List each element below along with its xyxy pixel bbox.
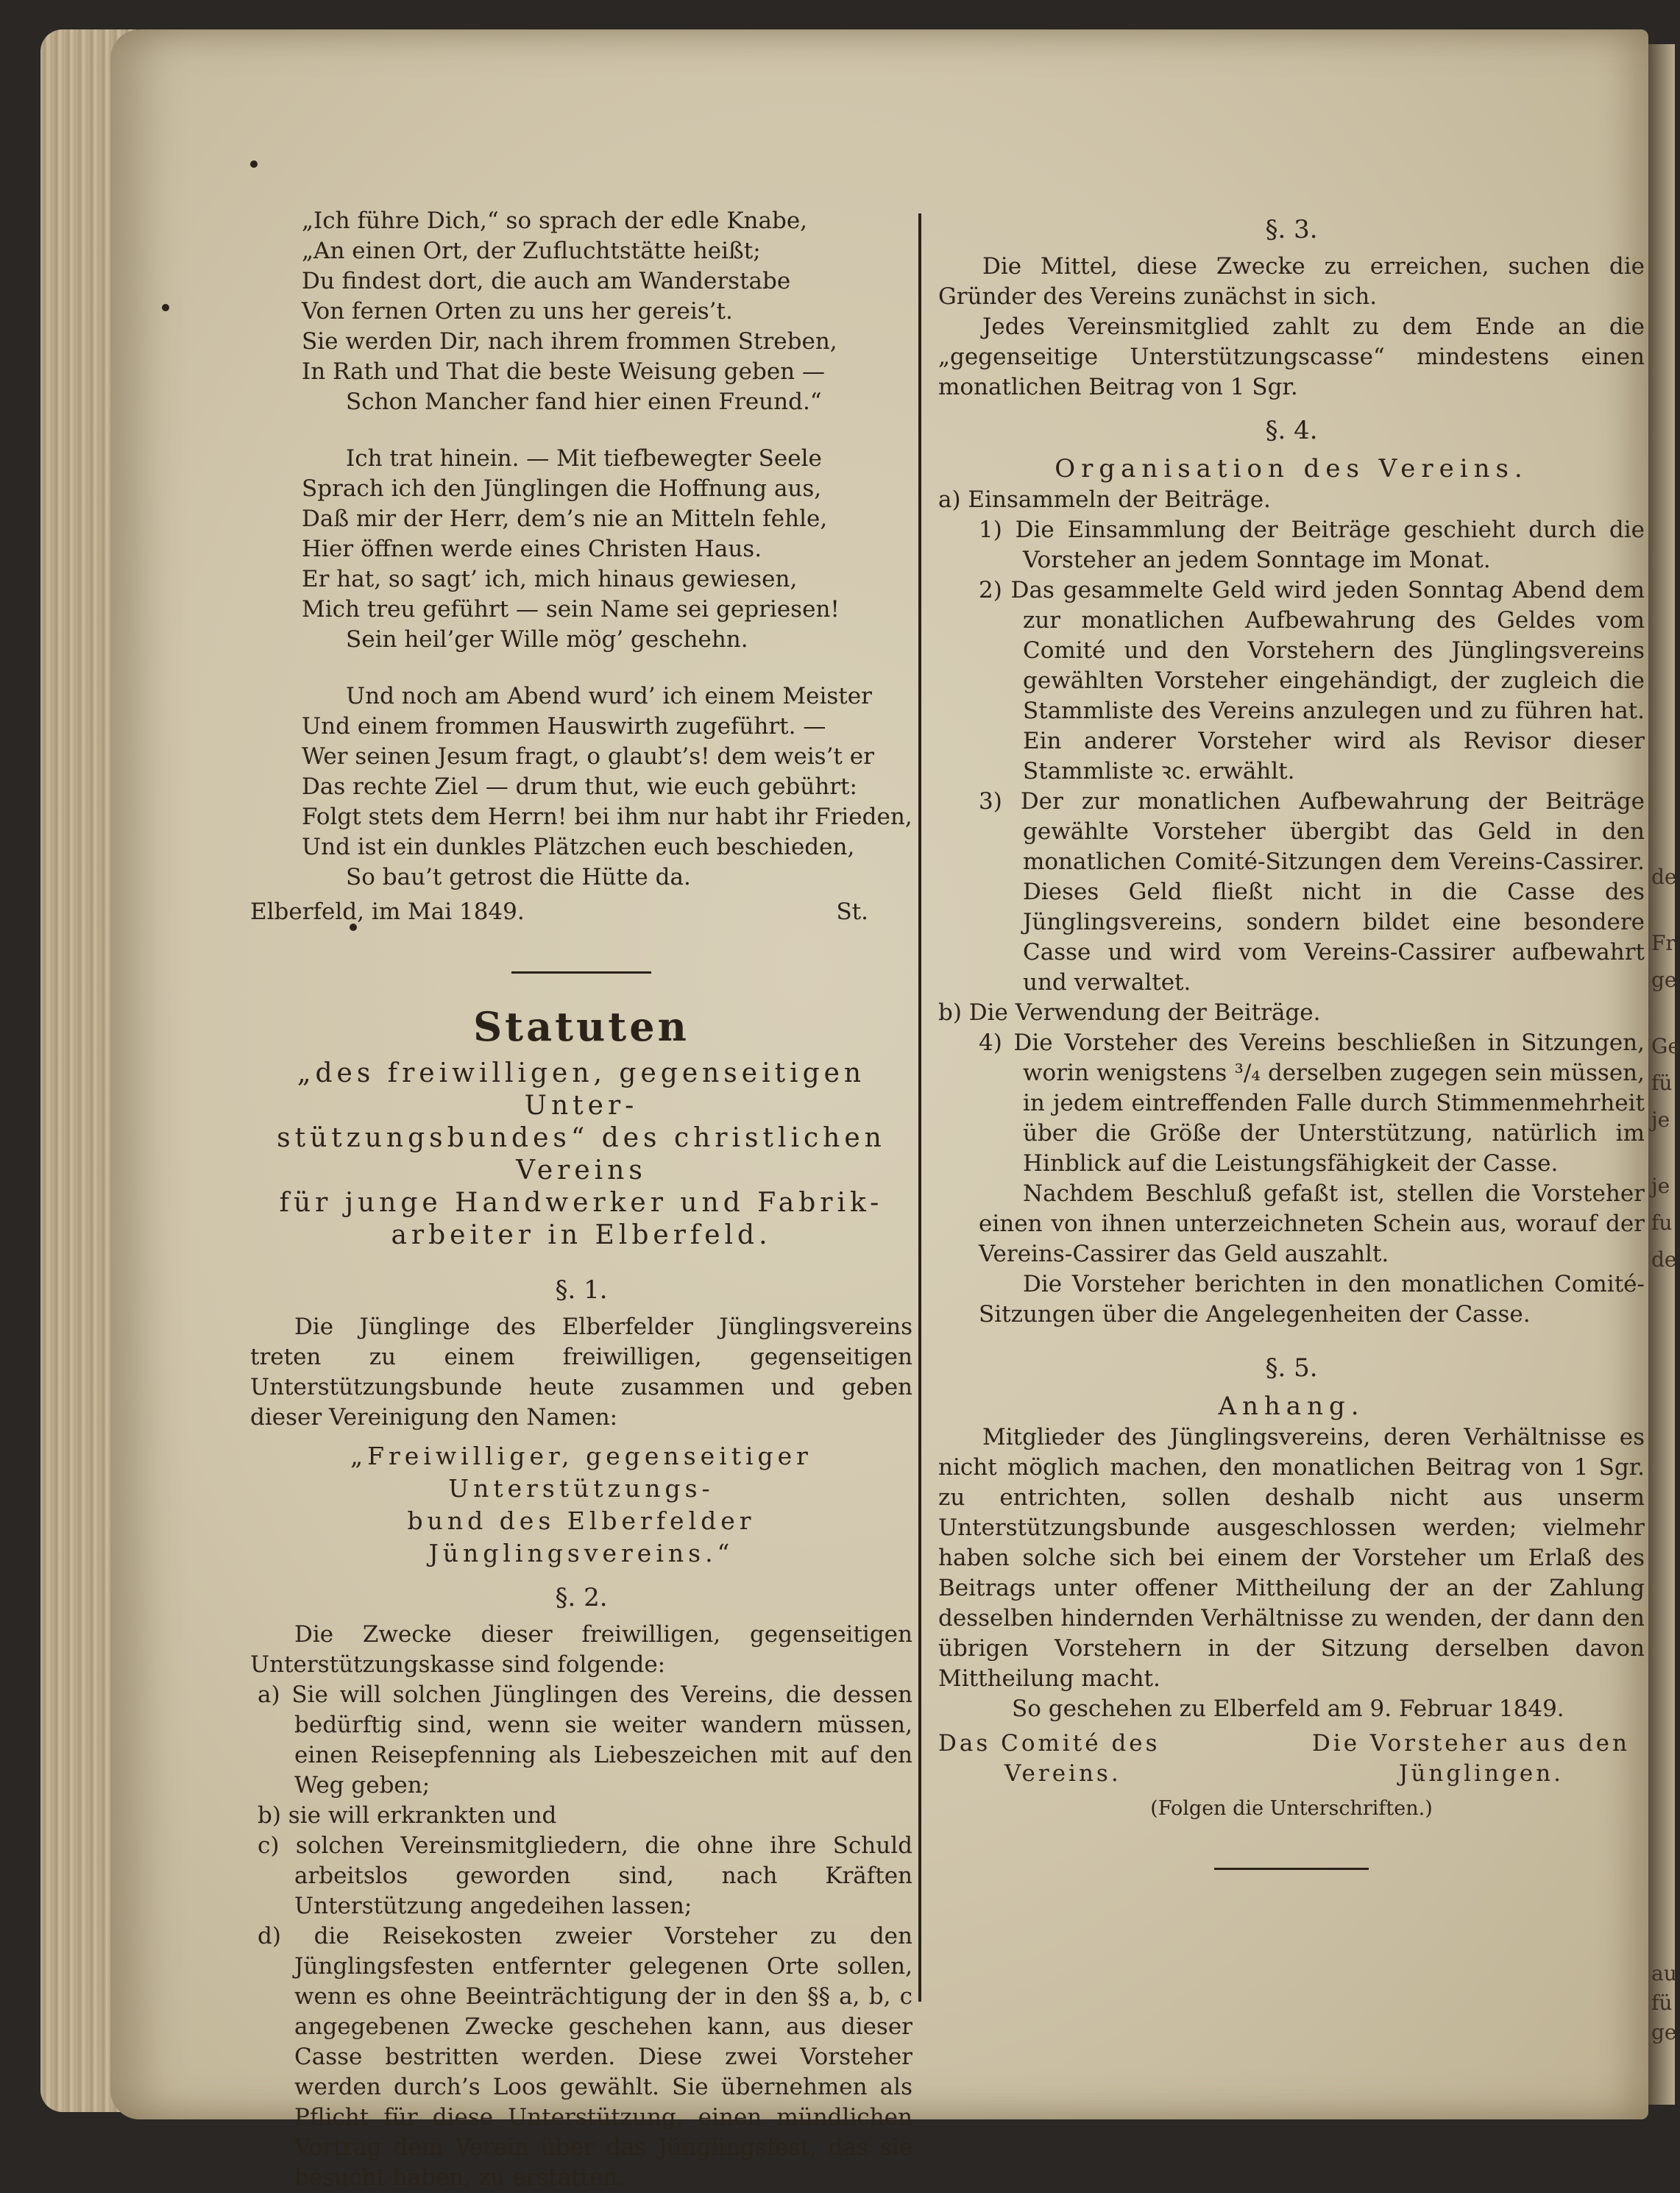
section-4-para-decision: Nachdem Beschluß gefaßt ist, stellen die Vorsteher einen von ihnen unterzeichneten Schein aus, worauf der Vereins-Cassirer das Geld auszahlt. — [979, 1180, 1645, 1267]
section-1-heading: §. 1. — [555, 1275, 608, 1305]
signatures-note: (Folgen die Unterschriften.) — [1150, 1797, 1433, 1820]
section-5-title: Anhang. — [1218, 1392, 1365, 1421]
end-divider — [1214, 1868, 1369, 1870]
union-name-line: bund des Elberfelder Jünglingsvereins.“ — [407, 1506, 756, 1567]
section-3-p2: Jedes Vereinsmitglied zahlt zu dem Ende an die „gegenseitige Unterstützungscasse“ mindestens einen monatlichen Beitrag von 1 Sgr. — [938, 313, 1645, 400]
section-4-a-label: a) Einsammeln der Beiträge. — [938, 486, 1271, 513]
ink-dot — [162, 304, 169, 311]
subtitle-line: „des freiwilligen, gegenseitigen Unter- — [297, 1058, 866, 1121]
section-5-heading: §. 5. — [1265, 1353, 1318, 1383]
next-page-fragment: Ge — [1651, 1034, 1680, 1058]
subtitle-line: stützungsbundes“ des christlichen Vereins — [277, 1123, 886, 1186]
next-page-fragment: au — [1651, 1961, 1677, 1985]
union-name — [250, 1440, 912, 1570]
section-4-item-2: 2) Das gesammelte Geld wird jeden Sonntag Abend dem zur monatlichen Aufbewahrung des Geldes vom Comité und den Vorstehern des Jünglingsvereins gewählten Vorsteher eingehändigt, der zugleich die Stammliste des Vereins anzulegen und zu führen hat. Ein anderer Vorsteher wird als Revisor dieser Stammliste ꝛc. erwählt. — [979, 577, 1645, 784]
next-page-fragment: fü — [1651, 1991, 1673, 2015]
poem-line: Daß mir der Herr, dem’s nie an Mitteln fehle, — [302, 506, 828, 532]
next-page-fragment: je — [1651, 1174, 1670, 1198]
right-column — [938, 213, 1645, 1899]
next-page-fragment: fu — [1651, 1211, 1673, 1235]
next-page-fragment: je — [1651, 1108, 1670, 1132]
statuten-title: Statuten — [473, 1003, 690, 1050]
poem-line: Hier öffnen werde eines Christen Haus. — [302, 536, 762, 562]
ink-dot — [250, 160, 258, 168]
section-4-b-label: b) Die Verwendung der Beiträge. — [938, 999, 1321, 1026]
poem-line: Und ist ein dunkles Plätzchen euch beschieden, — [302, 834, 855, 860]
column-rule — [918, 213, 921, 2002]
signatory-committee-cont: Vereins. — [1004, 1760, 1121, 1787]
poem-dateline — [250, 897, 912, 927]
left-column — [250, 206, 912, 2193]
next-page-fragment: de — [1651, 1247, 1677, 1272]
section-4-heading: §. 4. — [1265, 416, 1318, 445]
next-page-fragment: Fr — [1651, 931, 1676, 955]
poem-line: Du findest dort, die auch am Wanderstabe — [302, 268, 791, 294]
poem-line: Er hat, so sagt’ ich, mich hinaus gewiesen, — [302, 566, 798, 592]
statuten-subtitle — [250, 1057, 912, 1252]
section-3-p1: Die Mittel, diese Zwecke zu erreichen, suchen die Gründer des Vereins zunächst in sich. — [938, 253, 1645, 310]
poem-signature: St. — [836, 899, 868, 925]
next-page-fragment: fü — [1651, 1071, 1673, 1095]
section-1-text: Die Jünglinge des Elberfelder Jünglingsvereins treten zu einem freiwilligen, gegenseitigen Unterstützungsbunde heute zusammen und geben dieser Vereinigung den Namen: — [250, 1314, 912, 1431]
poem-line: Sie werden Dir, nach ihrem frommen Streben, — [302, 328, 837, 355]
poem-place-date: Elberfeld, im Mai 1849. — [250, 899, 525, 925]
signatories-row — [938, 1759, 1645, 1789]
poem-line: Das rechte Ziel — drum thut, wie euch gebührt: — [302, 773, 857, 800]
section-divider — [511, 971, 651, 974]
poem-line: Schon Mancher fand hier einen Freund.“ — [346, 389, 822, 415]
section-4-title: Organisation des Vereins. — [1055, 454, 1528, 483]
next-page-fragment: de — [1651, 865, 1677, 889]
section-4-item-4: 4) Die Vorsteher des Vereins beschließen in Sitzungen, worin wenigstens ³/₄ derselben zugegen sein müssen, in jedem eintreffenden Falle durch Stimmenmehrheit über die Größe der Unterstützung, natürlich im Hinblick auf die Leistungsfähigkeit der Casse. — [979, 1030, 1645, 1177]
section-5-text: Mitglieder des Jünglingsvereins, deren Verhältnisse es nicht möglich machen, den monatlichen Beitrag von 1 Sgr. zu entrichten, sollen deshalb nicht aus unserm Unterstützungsbunde ausgeschlossen werden; vielmehr haben solche sich bei einem der Vorsteher um Erlaß des Beitrags unter offener Mittheilung der an der Zahlung desselben hindernden Verhältnisse zu wenden, der dann den übrigen Vorstehern in der Sitzung derselben davon Mittheilung macht. — [938, 1424, 1645, 1692]
poem-line: So bau’t getrost die Hütte da. — [346, 864, 691, 890]
poem-line: „An einen Ort, der Zufluchtstätte heißt; — [302, 238, 761, 264]
section-4-para-report: Die Vorsteher berichten in den monatlichen Comité-Sitzungen über die Angelegenheiten der Casse. — [979, 1271, 1645, 1328]
poem-line: Sein heil’ger Wille mög’ geschehn. — [346, 626, 748, 653]
signatory-board: Die Vorsteher aus den — [1311, 1730, 1630, 1757]
next-page-fragment: ge — [1651, 2020, 1677, 2044]
poem-line: Mich treu geführt — sein Name sei gepriesen! — [302, 596, 840, 623]
signatory-board-cont: Jünglingen. — [1398, 1760, 1564, 1787]
poem-line: Ich trat hinein. — Mit tiefbewegter Seele — [346, 445, 822, 472]
section-2-item-a: a) Sie will solchen Jünglingen des Vereins, die dessen bedürftig sind, wenn sie weiter wandern müssen, einen Reisepfenning als Liebeszeichen mit auf den Weg geben; — [258, 1682, 912, 1799]
subtitle-line: arbeiter in Elberfeld. — [391, 1220, 772, 1250]
section-2-intro: Die Zwecke dieser freiwilligen, gegenseitigen Unterstützungskasse sind folgende: — [250, 1621, 912, 1678]
subtitle-line: für junge Handwerker und Fabrik- — [279, 1188, 884, 1218]
poem-line: Und einem frommen Hauswirth zugeführt. — — [302, 713, 826, 740]
poem-line: Folgt stets dem Herrn! bei ihm nur habt ihr Frieden, — [302, 804, 912, 830]
signatories-row — [938, 1729, 1645, 1759]
next-page-fragment: ge — [1651, 968, 1677, 992]
poem-line: Von fernen Orten zu uns her gereis’t. — [302, 298, 733, 325]
poem-line: Und noch am Abend wurd’ ich einem Meister — [346, 683, 872, 709]
poem-line: Wer seinen Jesum fragt, o glaubt’s! dem weis’t er — [302, 743, 874, 770]
section-2-item-b: b) sie will erkrankten und — [258, 1802, 557, 1829]
closing-line: So geschehen zu Elberfeld am 9. Februar 1849. — [1012, 1696, 1564, 1722]
section-2-item-c: c) solchen Vereinsmitgliedern, die ohne ihre Schuld arbeitslos geworden sind, nach Kräften Unterstützung angedeihen lassen; — [258, 1832, 912, 1919]
section-4-item-3: 3) Der zur monatlichen Aufbewahrung der Beiträge gewählte Vorsteher übergibt das Geld in den monatlichen Comité-Sitzungen dem Vereins-Cassirer. Dieses Geld fließt nicht in die Casse des Jünglingsvereins, sondern bildet eine besondere Casse und wird vom Vereins-Cassirer aufbewahrt und verwaltet. — [979, 788, 1645, 996]
poem-line: Sprach ich den Jünglingen die Hoffnung aus, — [302, 475, 822, 502]
poem-line: In Rath und That die beste Weisung geben — — [302, 358, 825, 385]
signatory-committee: Das Comité des — [938, 1730, 1160, 1757]
section-3-heading: §. 3. — [1265, 215, 1318, 244]
poem-stanza-3 — [250, 681, 912, 893]
section-2-heading: §. 2. — [555, 1583, 608, 1612]
poem-stanza-2 — [250, 444, 912, 655]
section-4-item-1: 1) Die Einsammlung der Beiträge geschieht durch die Vorsteher an jedem Sonntage im Monat. — [979, 517, 1645, 573]
section-2-item-d: d) die Reisekosten zweier Vorsteher zu den Jünglingsfesten entfernter gelegenen Orte sollen, wenn es ohne Beeinträchtigung der in den §§ a, b, c angegebenen Zwecke geschehen kann, aus dieser Casse bestritten werden. Diese zwei Vorsteher werden durch’s Loos gewählt. Sie übernehmen als Pflicht für diese Unterstützung, einen mündlichen Vortrag dem Verein über das Jünglingsfest, das sie besucht haben, zu erstatten. — [258, 1923, 912, 2191]
poem-stanza-1 — [250, 206, 912, 417]
union-name-line: „Freiwilliger, gegenseitiger Unterstützungs- — [350, 1442, 812, 1503]
poem-line: „Ich führe Dich,“ so sprach der edle Knabe, — [302, 208, 808, 234]
